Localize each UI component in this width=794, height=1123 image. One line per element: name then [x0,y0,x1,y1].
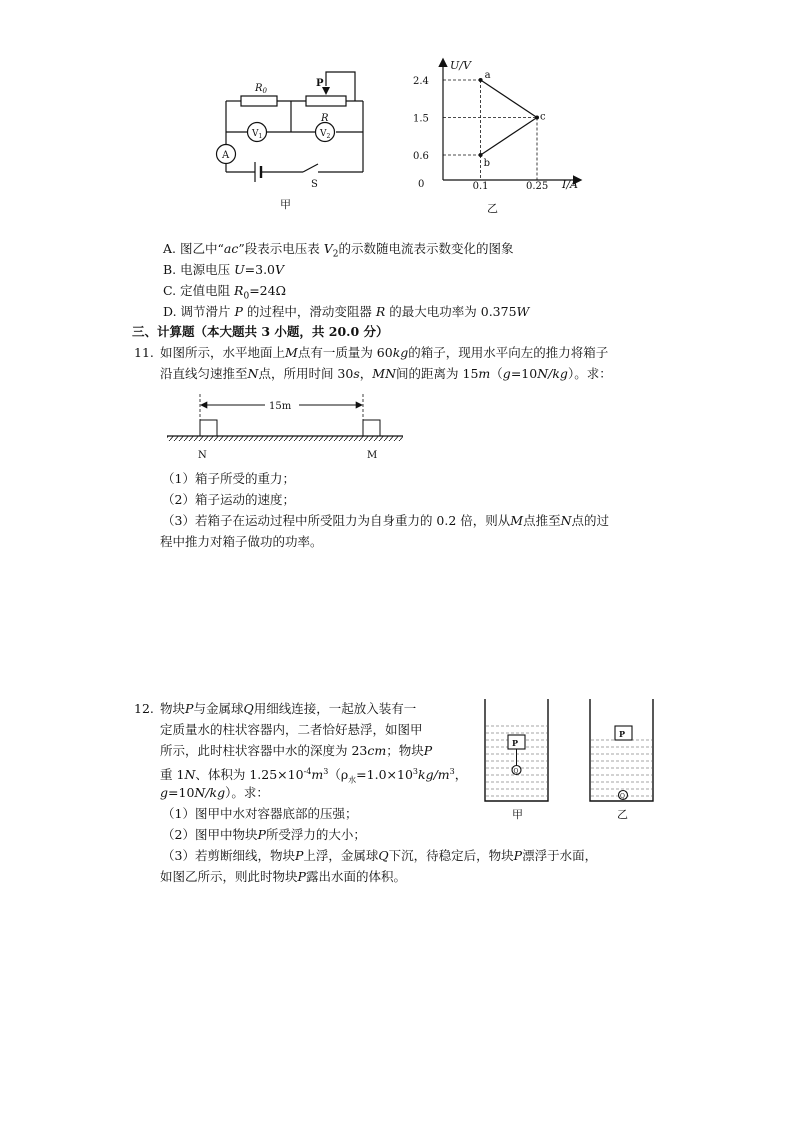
resistor-r [306,96,346,106]
circuit-caption: 甲 [280,198,291,211]
label-point-a: a [484,70,491,81]
ball-q-jia-label: Q [513,768,519,775]
resistor-r0 [241,96,277,106]
y-tick-1-5: 1.5 [413,113,429,125]
p-label: P [316,78,324,89]
q12-sub3-line2: 如图乙所示，则此时物块P露出水面的体积。 [160,869,406,884]
q11-number: 11. [134,345,154,360]
q12-line1: 物块P与金属球Q用细线连接，一起放入装有一 [160,701,417,716]
container-jia [485,699,548,801]
label-point-c: c [540,111,546,123]
q12-line5: g=10N/kg）。求： [160,785,269,800]
q11-sub3-line2: 程中推力对箱子做功的功率。 [160,534,323,549]
v2-label: $V_2$ [320,129,331,140]
box-at-m [363,420,380,436]
graph-caption: 乙 [487,202,498,215]
point-c [535,116,539,120]
q12-number: 12. [134,701,154,716]
point-a [479,78,483,82]
q12-sub1: （1）图甲中水对容器底部的压强； [162,806,358,821]
q11-figure [165,392,405,464]
container-yi [590,699,653,801]
label-point-b: b [483,158,491,169]
r0-label: $R_0$ [255,83,267,95]
option-b: B. 电源电压 U=3.0V [163,262,285,277]
q12-figure [478,695,658,830]
label-n: N [198,450,207,461]
x-tick-0-25: 0.25 [526,181,549,192]
box-at-n [200,420,217,436]
q11-line1: 如图所示，水平地面上M点有一质量为 60kg的箱子，现用水平向左的推力将箱子 [160,345,609,360]
q12-sub2: （2）图甲中物块P所受浮力的大小； [162,827,366,842]
line-bc [481,118,537,156]
ground-hatch [167,436,403,441]
q11-sub3: （3）若箱子在运动过程中所受阻力为自身重力的 0.2 倍，则从M点推至N点的过 [162,513,610,528]
option-c: C. 定值电阻 $R_0=24\Omega$ [163,283,286,302]
block-p-yi-label: P [619,729,626,739]
y-axis-label: U/V [450,59,471,72]
q12-sub3: （3）若剪断细线，物块P上浮，金属球Q下沉，待稳定后，物块P漂浮于水面， [162,848,598,863]
q12-line2: 定质量水的柱状容器内，二者恰好悬浮，如图甲 [160,722,423,737]
x-axis-label: I/A [562,178,578,191]
caption-jia: 甲 [512,808,523,821]
origin-label: 0 [418,179,425,190]
a-label: A [222,150,230,161]
q11-line2: 沿直线匀速推至N点，所用时间 30s，MN间的距离为 15m（g=10N/kg）。求： [160,366,612,381]
y-tick-2-4: 2.4 [413,76,429,87]
r-label: R [321,113,329,124]
q12-line3: 所示，此时柱状容器中水的深度为 23cm；物块P [160,743,433,758]
option-d: D. 调节滑片 P 的过程中，滑动变阻器 R 的最大电功率为 0.375W [163,304,530,319]
y-tick-0-6: 0.6 [413,151,429,162]
label-m: M [367,450,378,461]
point-b [479,153,483,157]
q12-line4: 重 1N、体积为 $1.25\times 10^{-4}m^3(\rho_水=1.0\times 10^3kg/m^3$， [160,767,468,785]
x-tick-0-1: 0.1 [472,181,489,192]
q11-sub1: （1）箱子所受的重力； [162,471,295,486]
line-ac [481,80,537,118]
block-p-jia-label: P [512,738,519,748]
u-i-graph [410,55,590,220]
s-label: S [311,179,318,190]
circuit-diagram [205,62,375,212]
caption-yi: 乙 [617,808,628,821]
ball-q-yi-label: Q [620,793,625,800]
section-heading: 三、计算题（本大题共 3 小题，共 20.0 分） [132,324,389,339]
v1-label: $V_1$ [252,129,263,140]
q11-sub2: （2）箱子运动的速度； [162,492,295,507]
option-a: A. 图乙中“ac”段表示电压表 $V_2$的示数随电流表示数变化的图象 [163,241,514,260]
distance-label: 15m [269,401,292,412]
